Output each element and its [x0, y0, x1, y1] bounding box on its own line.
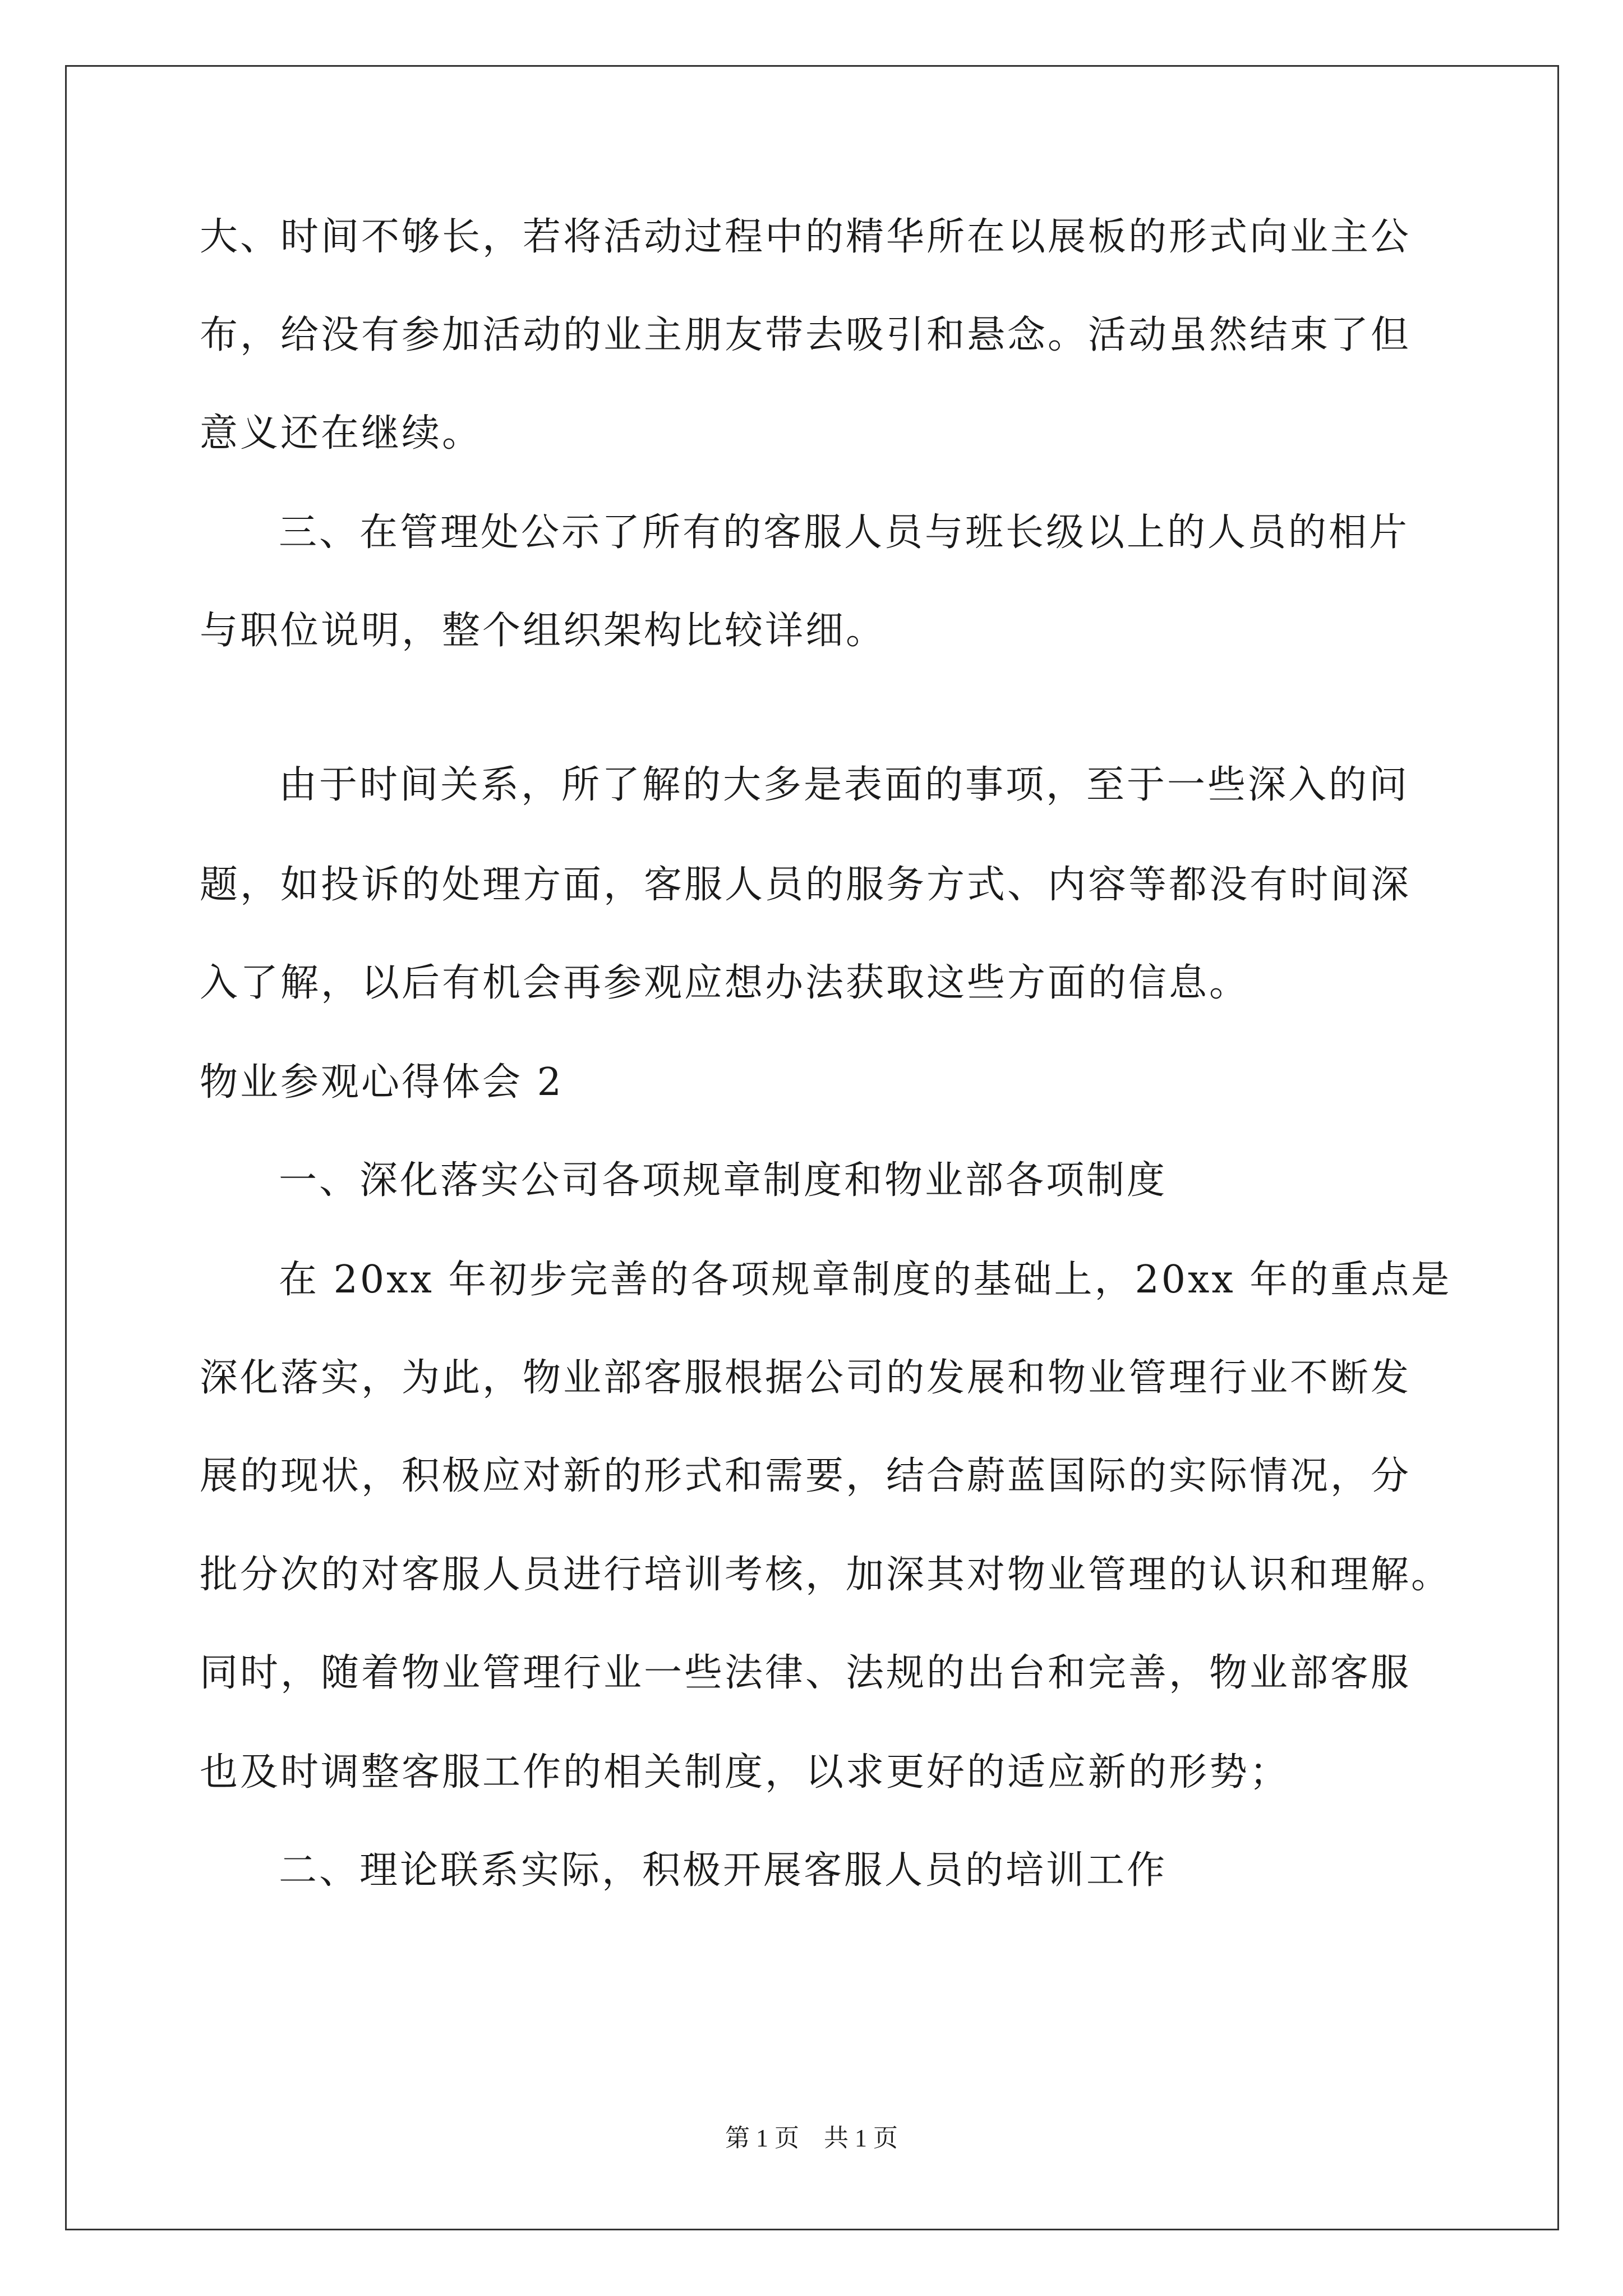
body-line: 布，给没有参加活动的业主朋友带去吸引和悬念。活动虽然结束了但 [200, 313, 1412, 357]
body-line: 与职位说明，整个组织架构比较详细。 [200, 609, 887, 653]
paragraph-start: 在 20xx 年初步完善的各项规章制度的基础上，20xx 年的重点是 [279, 1258, 1452, 1302]
page-number-footer: 第 1 页 共 1 页 [725, 2124, 898, 2152]
body-line: 也及时调整客服工作的相关制度，以求更好的适应新的形势； [200, 1750, 1290, 1795]
body-line: 题，如投诉的处理方面，客服人员的服务方式、内容等都没有时间深 [200, 863, 1412, 907]
paragraph-start: 由于时间关系，所了解的大多是表面的事项，至于一些深入的问 [279, 763, 1410, 807]
body-line: 深化落实，为此，物业部客服根据公司的发展和物业管理行业不断发 [200, 1356, 1412, 1400]
body-line: 同时，随着物业管理行业一些法律、法规的出台和完善，物业部客服 [200, 1651, 1412, 1695]
subsection-heading: 二、理论联系实际，积极开展客服人员的培训工作 [279, 1848, 1168, 1893]
body-line: 入了解，以后有机会再参观应想办法获取这些方面的信息。 [200, 961, 1250, 1005]
section-title: 物业参观心得体会 2 [200, 1060, 564, 1105]
body-line: 批分次的对客服人员进行培训考核，加深其对物业管理的认识和理解。 [200, 1553, 1452, 1597]
body-line: 大、时间不够长，若将活动过程中的精华所在以展板的形式向业主公 [200, 215, 1412, 259]
page-border [65, 65, 1559, 2230]
body-line: 展的现状，积极应对新的形式和需要，结合蔚蓝国际的实际情况，分 [200, 1454, 1412, 1498]
body-line: 意义还在继续。 [200, 411, 483, 455]
subsection-heading: 一、深化落实公司各项规章制度和物业部各项制度 [279, 1158, 1168, 1203]
paragraph-start: 三、在管理处公示了所有的客服人员与班长级以上的人员的相片 [279, 510, 1410, 555]
